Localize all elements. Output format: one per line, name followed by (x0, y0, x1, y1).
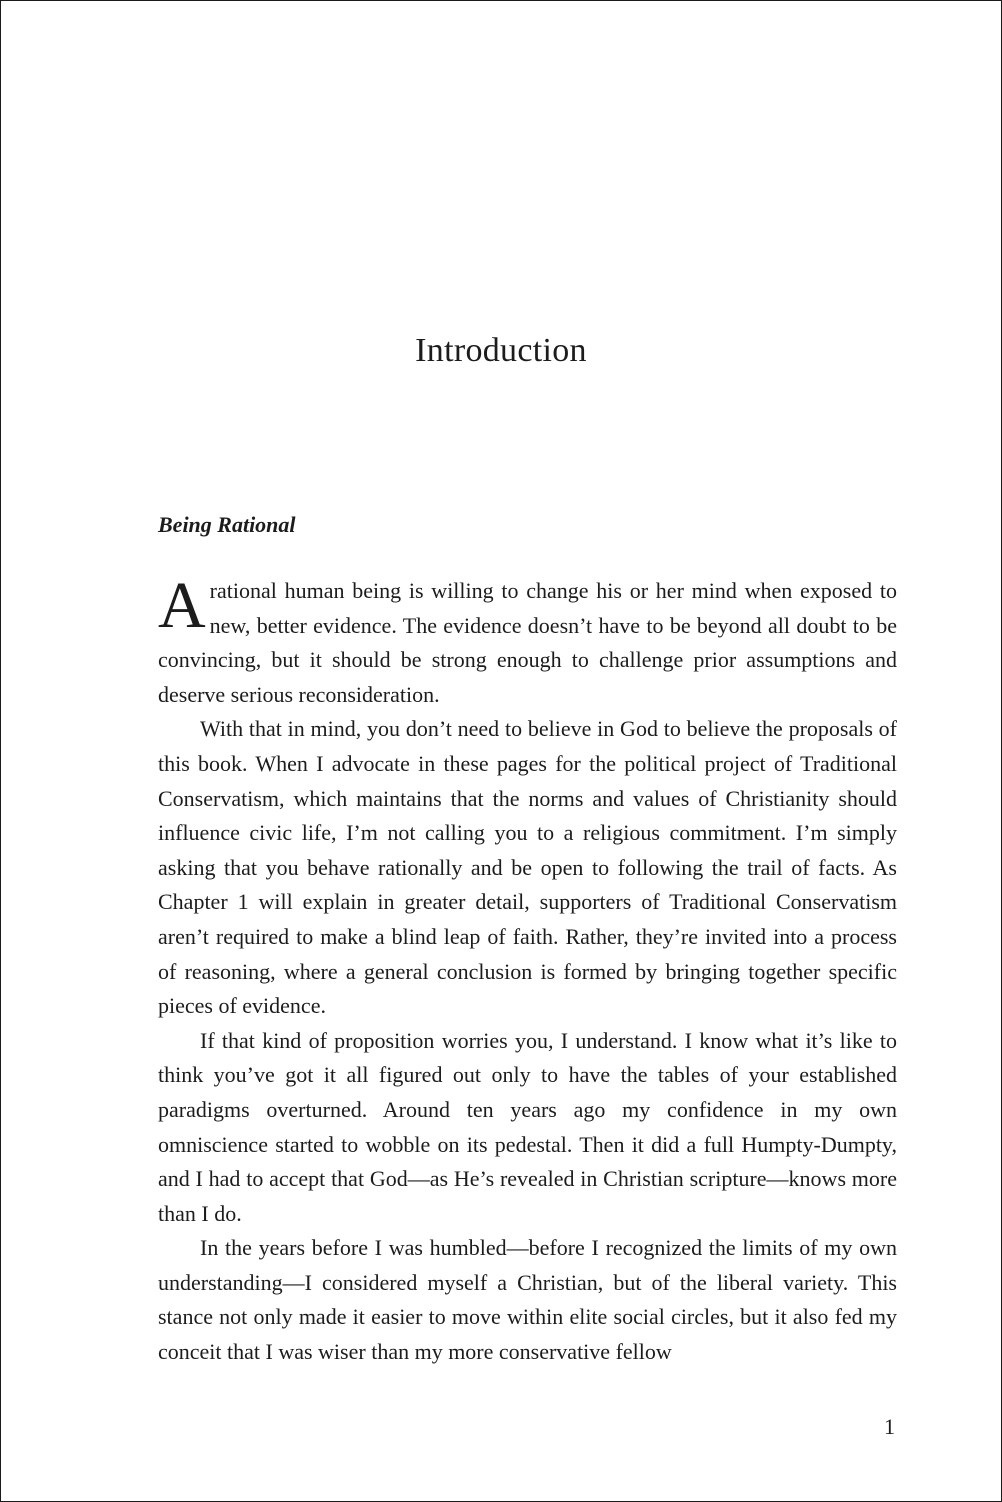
paragraph-3: If that kind of proposition worries you, I understand. I know what it’s like to think you’ve got it all figured out only to have the tables of your established paradigms overturned. Around ten years ago my confidence in my own omniscience started to wobble on its pedestal. Then it did a full Humpty-Dumpty, and I had to accept that God—as He’s revealed in Christian scripture—knows more than I do. (158, 1027, 897, 1226)
paragraph-1 (158, 569, 897, 712)
paragraph-4: In the years before I was humbled—before I recognized the limits of my own understanding—I considered myself a Christian, but of the liberal variety. This stance not only made it easier to move within elite social circles, but it also fed my conceit that I was wiser than my more conservative fellow (158, 1235, 897, 1365)
chapter-title: Introduction (415, 332, 587, 369)
drop-cap: A (158, 569, 206, 642)
section-heading: Being Rational (158, 512, 296, 537)
body-text (158, 569, 897, 1370)
page-number: 1 (884, 1414, 895, 1439)
paragraph-2: With that in mind, you don’t need to believe in God to believe the proposals of this book. When I advocate in these pages for the political project of Traditional Conservatism, which maintains that the norms and values of Christianity should influence civic life, I’m not calling you to a religious commitment. I’m simply asking that you behave rationally and be open to following the trail of facts. As Chapter 1 will explain in greater detail, supporters of Traditional Conservatism aren’t required to make a blind leap of faith. Rather, they’re invited into a process of reasoning, where a general conclusion is formed by bringing together specific pieces of evidence. (158, 716, 897, 1019)
paragraph-1-text: rational human being is willing to change his or her mind when exposed to new, better evidence. The evidence doesn’t have to be beyond all doubt to be convincing, but it should be strong enough to challenge prior assumptions and deserve serious reconsideration. (158, 578, 897, 707)
